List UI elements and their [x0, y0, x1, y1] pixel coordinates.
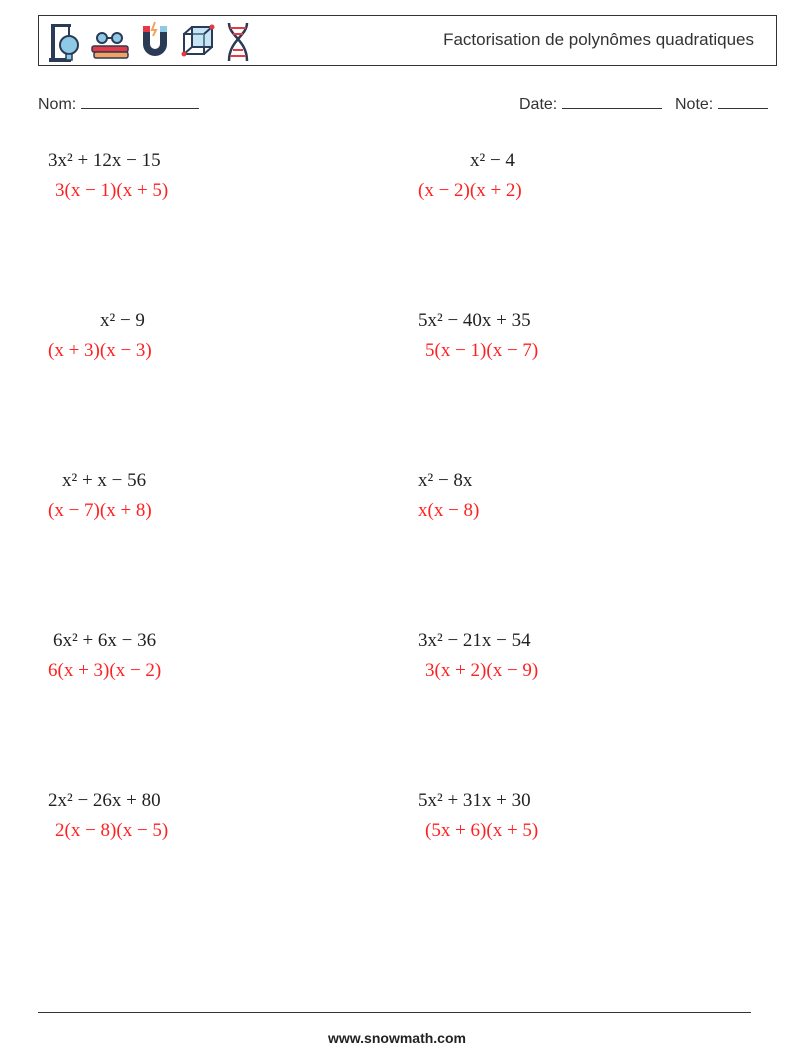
- problem-question: x² + x − 56: [62, 470, 147, 491]
- problem-question: 5x² + 31x + 30: [418, 790, 531, 811]
- problem-5: [48, 470, 152, 522]
- footer-site-link[interactable]: www.snowmath.com: [328, 1030, 466, 1046]
- worksheet-title: Factorisation de polynômes quadratiques: [443, 30, 754, 49]
- cube-icon: [179, 20, 217, 64]
- problem-question: 5x² − 40x + 35: [418, 310, 531, 331]
- dna-icon: [223, 20, 253, 64]
- problem-question: x² − 4: [470, 150, 515, 171]
- footer-divider: [38, 1012, 751, 1013]
- header-icons: [47, 20, 253, 64]
- problem-answer: x(x − 8): [418, 500, 480, 521]
- problem-3: [48, 310, 152, 362]
- problem-answer: (x + 3)(x − 3): [48, 340, 152, 361]
- grade-line: [718, 94, 768, 109]
- problem-answer: (5x + 6)(x + 5): [425, 820, 539, 841]
- problem-answer: (x − 2)(x + 2): [418, 180, 522, 201]
- date-field: [519, 94, 662, 114]
- name-field: [38, 94, 199, 114]
- problem-answer: 6(x + 3)(x − 2): [48, 660, 162, 681]
- problem-question: 3x² − 21x − 54: [418, 630, 531, 651]
- problem-1: [48, 150, 168, 202]
- name-line: [81, 94, 199, 109]
- problem-2: [418, 150, 522, 202]
- problem-answer: 3(x + 2)(x − 9): [425, 660, 539, 681]
- lab-stand-icon: [47, 20, 83, 64]
- name-label: Nom:: [38, 96, 77, 113]
- date-line: [562, 94, 662, 109]
- problem-6: [418, 470, 479, 522]
- problem-answer: 2(x − 8)(x − 5): [55, 820, 169, 841]
- magnet-icon: [137, 20, 173, 64]
- problem-question: x² − 9: [100, 310, 145, 331]
- worksheet-header: [38, 15, 777, 66]
- problem-4: [418, 310, 538, 362]
- problem-7: [48, 630, 161, 682]
- date-label: Date:: [519, 96, 558, 113]
- problem-9: [48, 790, 168, 842]
- problem-question: 2x² − 26x + 80: [48, 790, 161, 811]
- books-glasses-icon: [89, 20, 131, 64]
- grade-label: Note:: [675, 96, 714, 113]
- problem-answer: 5(x − 1)(x − 7): [425, 340, 539, 361]
- problem-question: 6x² + 6x − 36: [53, 630, 157, 651]
- problem-8: [418, 630, 538, 682]
- grade-field: [675, 94, 768, 114]
- problem-answer: (x − 7)(x + 8): [48, 500, 152, 521]
- problem-10: [418, 790, 538, 842]
- problem-answer: 3(x − 1)(x + 5): [55, 180, 169, 201]
- problem-question: 3x² + 12x − 15: [48, 150, 161, 171]
- problem-question: x² − 8x: [418, 470, 473, 491]
